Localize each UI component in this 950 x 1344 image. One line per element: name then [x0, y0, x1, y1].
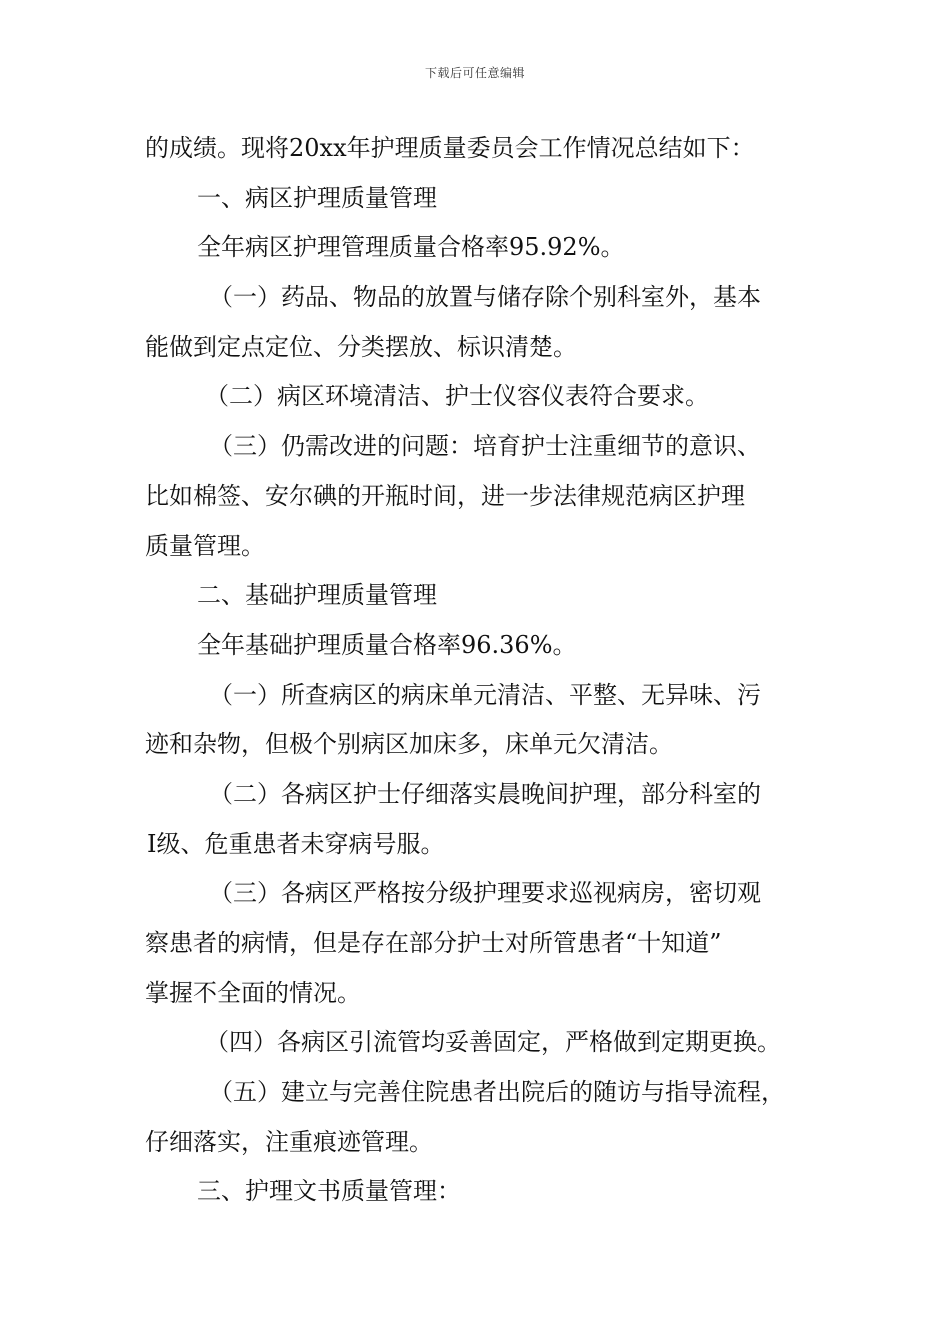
text-line: 比如棉签、安尔碘的开瓶时间，进一步法律规范病区护理: [145, 481, 745, 510]
text-line: 全年基础护理质量合格率96.36%。: [197, 630, 577, 659]
section-heading: 二、基础护理质量管理: [197, 581, 437, 610]
text-line: 质量管理。: [145, 531, 265, 560]
list-item: （二）各病区护士仔细落实晨晚间护理，部分科室的: [209, 779, 761, 808]
list-item: （四）各病区引流管均妥善固定，严格做到定期更换。: [205, 1028, 781, 1057]
page-header: 下载后可任意编辑: [424, 66, 525, 80]
section-heading: 一、病区护理质量管理: [197, 183, 437, 212]
text-line: 掌握不全面的情况。: [145, 978, 361, 1007]
document-body: [145, 124, 815, 1217]
list-item: （一）药品、物品的放置与储存除个别科室外，基本: [209, 283, 761, 312]
text-line: 能做到定点定位、分类摆放、标识清楚。: [145, 332, 577, 361]
text-line: 全年病区护理管理质量合格率95.92%。: [197, 233, 625, 262]
text-line: Ⅰ级、危重患者未穿病号服。: [147, 829, 445, 858]
text-line: 仔细落实，注重痕迹管理。: [145, 1127, 433, 1156]
text-line: 迹和杂物，但极个别病区加床多，床单元欠清洁。: [145, 730, 673, 759]
list-item: （二）病区环境清洁、护士仪容仪表符合要求。: [205, 382, 709, 411]
list-item: （五）建立与完善住院患者出院后的随访与指导流程，: [209, 1078, 785, 1107]
text-line: 的成绩。现将20xx年护理质量委员会工作情况总结如下：: [145, 134, 755, 162]
section-heading: 三、护理文书质量管理：: [197, 1177, 461, 1206]
text-line: 察患者的病情，但是存在部分护士对所管患者“十知道”: [145, 929, 722, 957]
list-item: （三）各病区严格按分级护理要求巡视病房，密切观: [209, 879, 761, 908]
list-item: （三）仍需改进的问题：培育护士注重细节的意识、: [209, 432, 761, 461]
list-item: （一）所查病区的病床单元清洁、平整、无异味、污: [209, 680, 761, 709]
